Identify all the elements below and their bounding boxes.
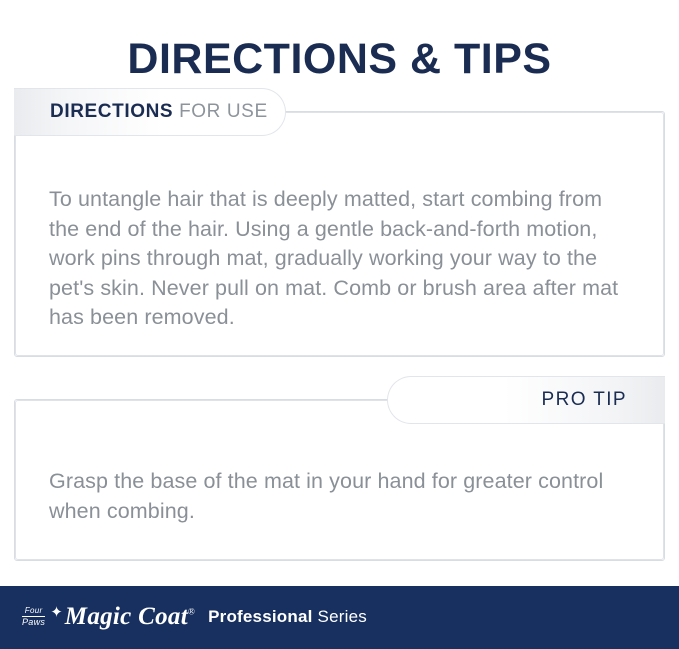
protip-tab-label: PRO TIP (541, 388, 627, 410)
directions-tab-label-strong: DIRECTIONS (50, 100, 174, 122)
protip-body-wrap (15, 446, 664, 548)
four-paws-logo-line2: Paws (22, 617, 46, 628)
protip-tab (387, 376, 665, 424)
professional-label: Professional (208, 607, 313, 627)
product-instructions-page (0, 29, 679, 649)
directions-body-text: To untangle hair that is deeply matted, start combing from the end of the hair. Using a gentle back-and-forth motion, work pins through mat, gradually working your way to the pet's skin. Never pull on mat. Comb or brush area after mat has been removed. (49, 187, 619, 330)
protip-card (14, 388, 665, 561)
page-title: DIRECTIONS & TIPS (127, 34, 552, 83)
directions-tab-label-light: FOR USE (173, 100, 268, 122)
star-icon: ✦ (50, 604, 63, 622)
brand-footer (0, 586, 679, 649)
directions-body-wrap (15, 164, 664, 354)
registered-mark: ® (187, 606, 196, 617)
directions-tab (14, 88, 286, 136)
directions-card (14, 100, 665, 357)
four-paws-logo (22, 607, 45, 627)
protip-body-text: Grasp the base of the mat in your hand for greater control when combing. (49, 469, 604, 523)
directions-tab-label (50, 101, 268, 123)
four-paws-logo-line1: Four (24, 606, 43, 616)
series-label: Series (317, 607, 367, 627)
magic-coat-brand (65, 603, 195, 631)
magic-coat-brand-text: Magic Coat (64, 603, 188, 631)
